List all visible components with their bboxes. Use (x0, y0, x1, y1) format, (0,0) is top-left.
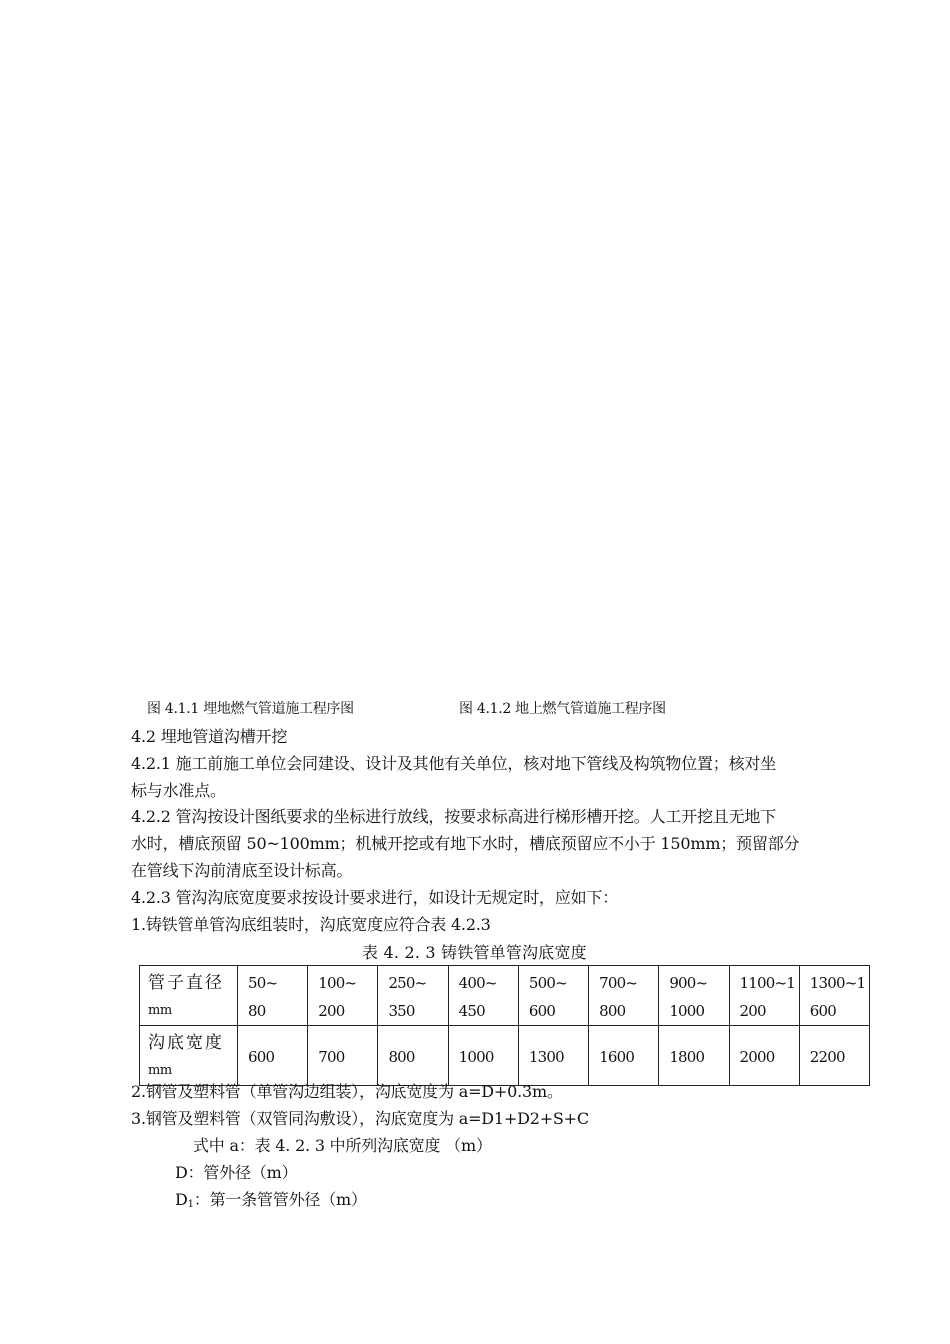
trench-width-table (139, 965, 870, 1086)
table-cell: 1600 (589, 1026, 659, 1086)
table-cell: 2000 (729, 1026, 799, 1086)
list-item-1: 1.铸铁管单管沟底组装时，沟底宽度应符合表 4.2.3 (131, 915, 491, 934)
table-cell: 50~ 80 (238, 966, 308, 1026)
formula-D1-symbol: D (175, 1190, 188, 1209)
row-header-unit: mm (148, 1063, 172, 1078)
table-title: 表 4. 2. 3 铸铁管单管沟底宽度 (362, 943, 587, 962)
row-header-label: 管子直径 (148, 973, 224, 993)
row-header-unit: mm (148, 1003, 172, 1018)
section-heading: 4.2 埋地管道沟槽开挖 (131, 727, 288, 746)
list-item-2: 2.钢管及塑料管（单管沟边组装），沟底宽度为 a=D+0.3m。 (131, 1082, 563, 1101)
table-header-cell (140, 966, 238, 1026)
table-row-trench-width (140, 1026, 870, 1086)
paragraph-4-2-2-line2: 水时，槽底预留 50~100mm；机械开挖或有地下水时，槽底预留应不小于 150mm；预留部分 (131, 834, 800, 853)
table-cell: 100~ 200 (308, 966, 378, 1026)
paragraph-4-2-1-line1: 4.2.1 施工前施工单位会同建设、设计及其他有关单位，核对地下管线及构筑物位置；核对坐 (131, 754, 776, 773)
formula-D1 (175, 1190, 367, 1215)
figure-caption-4-1-1: 图 4.1.1 埋地燃气管道施工程序图 (147, 701, 354, 717)
table-cell: 700~ 800 (589, 966, 659, 1026)
table-cell: 600 (238, 1026, 308, 1086)
table-cell: 800 (378, 1026, 448, 1086)
paragraph-4-2-1-line2: 标与水准点。 (131, 781, 226, 800)
table-cell: 1300 (518, 1026, 588, 1086)
table-cell: 1800 (659, 1026, 729, 1086)
table-cell: 400~ 450 (448, 966, 518, 1026)
paragraph-4-2-2-line3: 在管线下沟前清底至设计标高。 (131, 861, 353, 880)
row-header-label: 沟底宽度 (148, 1033, 224, 1053)
table-header-cell (140, 1026, 238, 1086)
paragraph-4-2-2-line1: 4.2.2 管沟按设计图纸要求的坐标进行放线，按要求标高进行梯形槽开挖。人工开挖且无地下 (131, 807, 776, 826)
formula-where-a: 式中 a：表 4. 2. 3 中所列沟底宽度 （m） (193, 1136, 492, 1155)
list-item-3: 3.钢管及塑料管（双管同沟敷设），沟底宽度为 a=D1+D2+S+C (131, 1109, 589, 1128)
table-cell: 500~ 600 (518, 966, 588, 1026)
table-cell: 2200 (799, 1026, 869, 1086)
table-row-pipe-diameter (140, 966, 870, 1026)
formula-D1-subscript: 1 (187, 1199, 194, 1210)
figure-caption-4-1-2: 图 4.1.2 地上燃气管道施工程序图 (459, 701, 666, 717)
table-cell: 900~ 1000 (659, 966, 729, 1026)
table-cell: 1100~1 200 (729, 966, 799, 1026)
table-cell: 700 (308, 1026, 378, 1086)
table-cell: 1000 (448, 1026, 518, 1086)
table-cell: 1300~1 600 (799, 966, 869, 1026)
paragraph-4-2-3-line1: 4.2.3 管沟沟底宽度要求按设计要求进行，如设计无规定时，应如下： (131, 888, 618, 907)
formula-D1-text: ：第一条管管外径（m） (193, 1190, 367, 1209)
table-cell: 250~ 350 (378, 966, 448, 1026)
formula-D: D：管外径（m） (175, 1163, 298, 1182)
